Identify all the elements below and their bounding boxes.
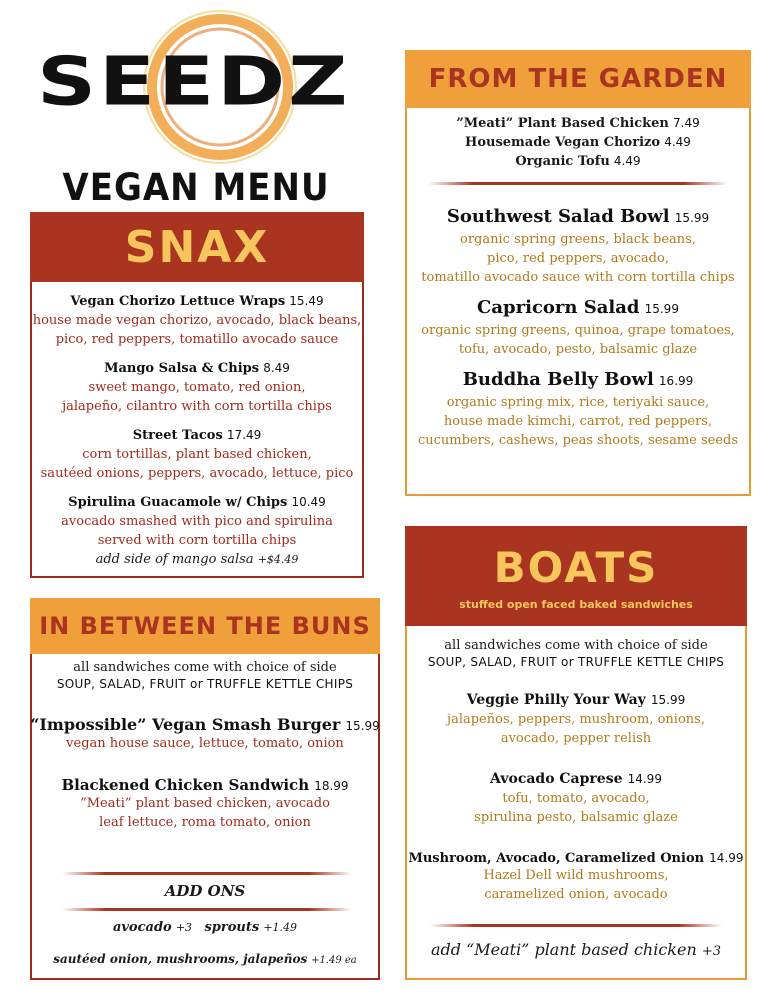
side-price: +$4.49 bbox=[257, 553, 299, 566]
item-desc: pico, red peppers, avocado, bbox=[487, 251, 669, 266]
menu-item bbox=[405, 204, 751, 287]
seedz-logo bbox=[25, 5, 385, 165]
item-price: 16.99 bbox=[658, 374, 694, 388]
item-desc: vegan house sauce, lettuce, tomato, onion bbox=[66, 736, 344, 751]
boats-content bbox=[405, 636, 747, 904]
item-desc: organic spring mix, rice, teriyaki sauce, bbox=[446, 395, 710, 410]
item-desc: jalapeños, peppers, mushroom, onions, bbox=[447, 712, 705, 727]
item-price: 15.99 bbox=[674, 211, 710, 225]
menu-item bbox=[405, 367, 751, 450]
side-options: SOUP, SALAD, FRUIT or TRUFFLE KETTLE CHIPS bbox=[56, 677, 354, 691]
item-name: Avocado Caprese bbox=[490, 771, 623, 787]
addons-line-2 bbox=[30, 952, 380, 966]
snax-title: SNAX bbox=[124, 221, 270, 273]
item-desc: served with corn tortilla chips bbox=[97, 533, 297, 548]
item-name: Buddha Belly Bowl bbox=[462, 369, 654, 390]
item-desc: house made kimchi, carrot, red peppers, bbox=[443, 414, 713, 429]
side-line: all sandwiches come with choice of side bbox=[73, 660, 337, 675]
item-name: Street Tacos bbox=[132, 428, 223, 443]
menu-item bbox=[30, 292, 364, 349]
item-desc: avocado, pepper relish bbox=[500, 731, 652, 746]
item-price: 14.99 bbox=[627, 772, 662, 786]
item-name: Veggie Philly Your Way bbox=[466, 692, 646, 708]
boats-addon bbox=[405, 940, 747, 959]
item-name: “Impossible” Vegan Smash Burger bbox=[30, 715, 341, 734]
item-name: Mushroom, Avocado, Caramelized Onion bbox=[408, 851, 705, 866]
buns-title: IN BETWEEN THE BUNS bbox=[39, 612, 371, 640]
item-desc: Hazel Dell wild mushrooms, bbox=[483, 868, 669, 883]
divider bbox=[62, 872, 352, 875]
side-options: SOUP, SALAD, FRUIT or TRUFFLE KETTLE CHIPS bbox=[427, 655, 725, 669]
snax-items bbox=[30, 292, 364, 569]
addon-price: +3 bbox=[175, 921, 193, 934]
item-name: Mango Salsa & Chips bbox=[104, 361, 260, 376]
protein-name: Housemade Vegan Chorizo bbox=[465, 135, 661, 150]
item-desc: caramelized onion, avocado bbox=[484, 887, 668, 902]
menu-item bbox=[405, 295, 751, 359]
divider bbox=[62, 908, 352, 911]
boats-header bbox=[405, 526, 747, 626]
protein-name: Organic Tofu bbox=[515, 154, 610, 169]
item-name: Spirulina Guacamole w/ Chips bbox=[68, 495, 288, 510]
item-name: Capricorn Salad bbox=[477, 297, 640, 318]
item-price: 17.49 bbox=[226, 428, 262, 442]
protein-price: 4.49 bbox=[613, 154, 641, 168]
menu-title: VEGAN MENU bbox=[62, 166, 330, 210]
item-price: 14.99 bbox=[709, 851, 744, 865]
addon-price: +1.49 ea bbox=[311, 955, 357, 966]
item-desc: avocado smashed with pico and spirulina bbox=[61, 514, 333, 529]
side-note: add side of mango salsa bbox=[95, 552, 254, 567]
menu-item bbox=[30, 359, 364, 416]
item-price: 15.99 bbox=[345, 719, 380, 733]
protein-name: ”Meati” Plant Based Chicken bbox=[456, 116, 669, 131]
item-desc: house made vegan chorizo, avocado, black beans, bbox=[32, 313, 362, 328]
menu-item bbox=[30, 715, 380, 753]
item-price: 18.99 bbox=[314, 779, 349, 793]
item-price: 15.99 bbox=[650, 693, 686, 707]
logo-text: SEEDZ bbox=[37, 43, 351, 121]
item-price: 10.49 bbox=[291, 495, 326, 509]
item-price: 15.99 bbox=[644, 302, 679, 316]
menu-item bbox=[405, 768, 747, 827]
item-desc: tofu, avocado, pesto, balsamic glaze bbox=[458, 342, 698, 357]
item-desc: ”Meati” plant based chicken, avocado bbox=[80, 796, 330, 811]
addon-name: avocado bbox=[112, 920, 172, 935]
addons-line-1 bbox=[30, 918, 380, 937]
item-price: 8.49 bbox=[263, 361, 290, 375]
menu-item bbox=[30, 426, 364, 483]
item-price: 15.49 bbox=[289, 294, 324, 308]
garden-title: FROM THE GARDEN bbox=[428, 64, 728, 94]
item-desc: spirulina pesto, balsamic glaze bbox=[474, 810, 678, 825]
garden-header bbox=[405, 50, 751, 108]
item-desc: pico, red peppers, tomatillo avocado sauce bbox=[55, 332, 339, 347]
item-desc: cucumbers, cashews, peas shoots, sesame seeds bbox=[417, 433, 739, 448]
item-name: Blackened Chicken Sandwich bbox=[61, 776, 310, 794]
addon-name: sautéed onion, mushrooms, jalapeños bbox=[53, 952, 308, 966]
item-desc: leaf lettuce, roma tomato, onion bbox=[99, 815, 311, 830]
item-desc: tomatillo avocado sauce with corn tortilla chips bbox=[421, 270, 735, 285]
protein-price: 4.49 bbox=[664, 135, 691, 149]
item-name: Southwest Salad Bowl bbox=[446, 206, 670, 227]
addon-text: add “Meati” plant based chicken bbox=[430, 940, 697, 959]
boats-subtitle: stuffed open faced baked sandwiches bbox=[459, 597, 693, 611]
addon-price: +1.49 bbox=[263, 921, 298, 934]
menu-item bbox=[405, 847, 747, 904]
snax-header bbox=[30, 212, 364, 282]
menu-item bbox=[405, 689, 747, 748]
side-line: all sandwiches come with choice of side bbox=[444, 638, 708, 653]
item-desc: sautéed onions, peppers, avocado, lettuce, pico bbox=[40, 466, 354, 481]
addon-price: +3 bbox=[701, 944, 722, 959]
item-desc: organic spring greens, quinoa, grape tomatoes, bbox=[421, 323, 735, 338]
item-desc: jalapeño, cilantro with corn tortilla chips bbox=[62, 399, 332, 414]
boats-title: BOATS bbox=[493, 542, 659, 592]
item-desc: organic spring greens, black beans, bbox=[460, 232, 696, 247]
buns-header bbox=[30, 598, 380, 654]
garden-proteins bbox=[405, 114, 751, 171]
item-desc: tofu, tomato, avocado, bbox=[502, 791, 650, 806]
item-desc: sweet mango, tomato, red onion, bbox=[88, 380, 306, 395]
garden-items bbox=[405, 204, 751, 450]
item-desc: corn tortillas, plant based chicken, bbox=[82, 447, 312, 462]
divider bbox=[430, 924, 722, 927]
menu-item bbox=[30, 775, 380, 832]
protein-price: 7.49 bbox=[673, 116, 700, 130]
menu-item bbox=[30, 493, 364, 569]
buns-content bbox=[30, 658, 380, 832]
addon-name: sprouts bbox=[204, 920, 260, 935]
divider bbox=[428, 182, 728, 185]
item-name: Vegan Chorizo Lettuce Wraps bbox=[70, 294, 286, 309]
addons-title: ADD ONS bbox=[164, 882, 246, 900]
